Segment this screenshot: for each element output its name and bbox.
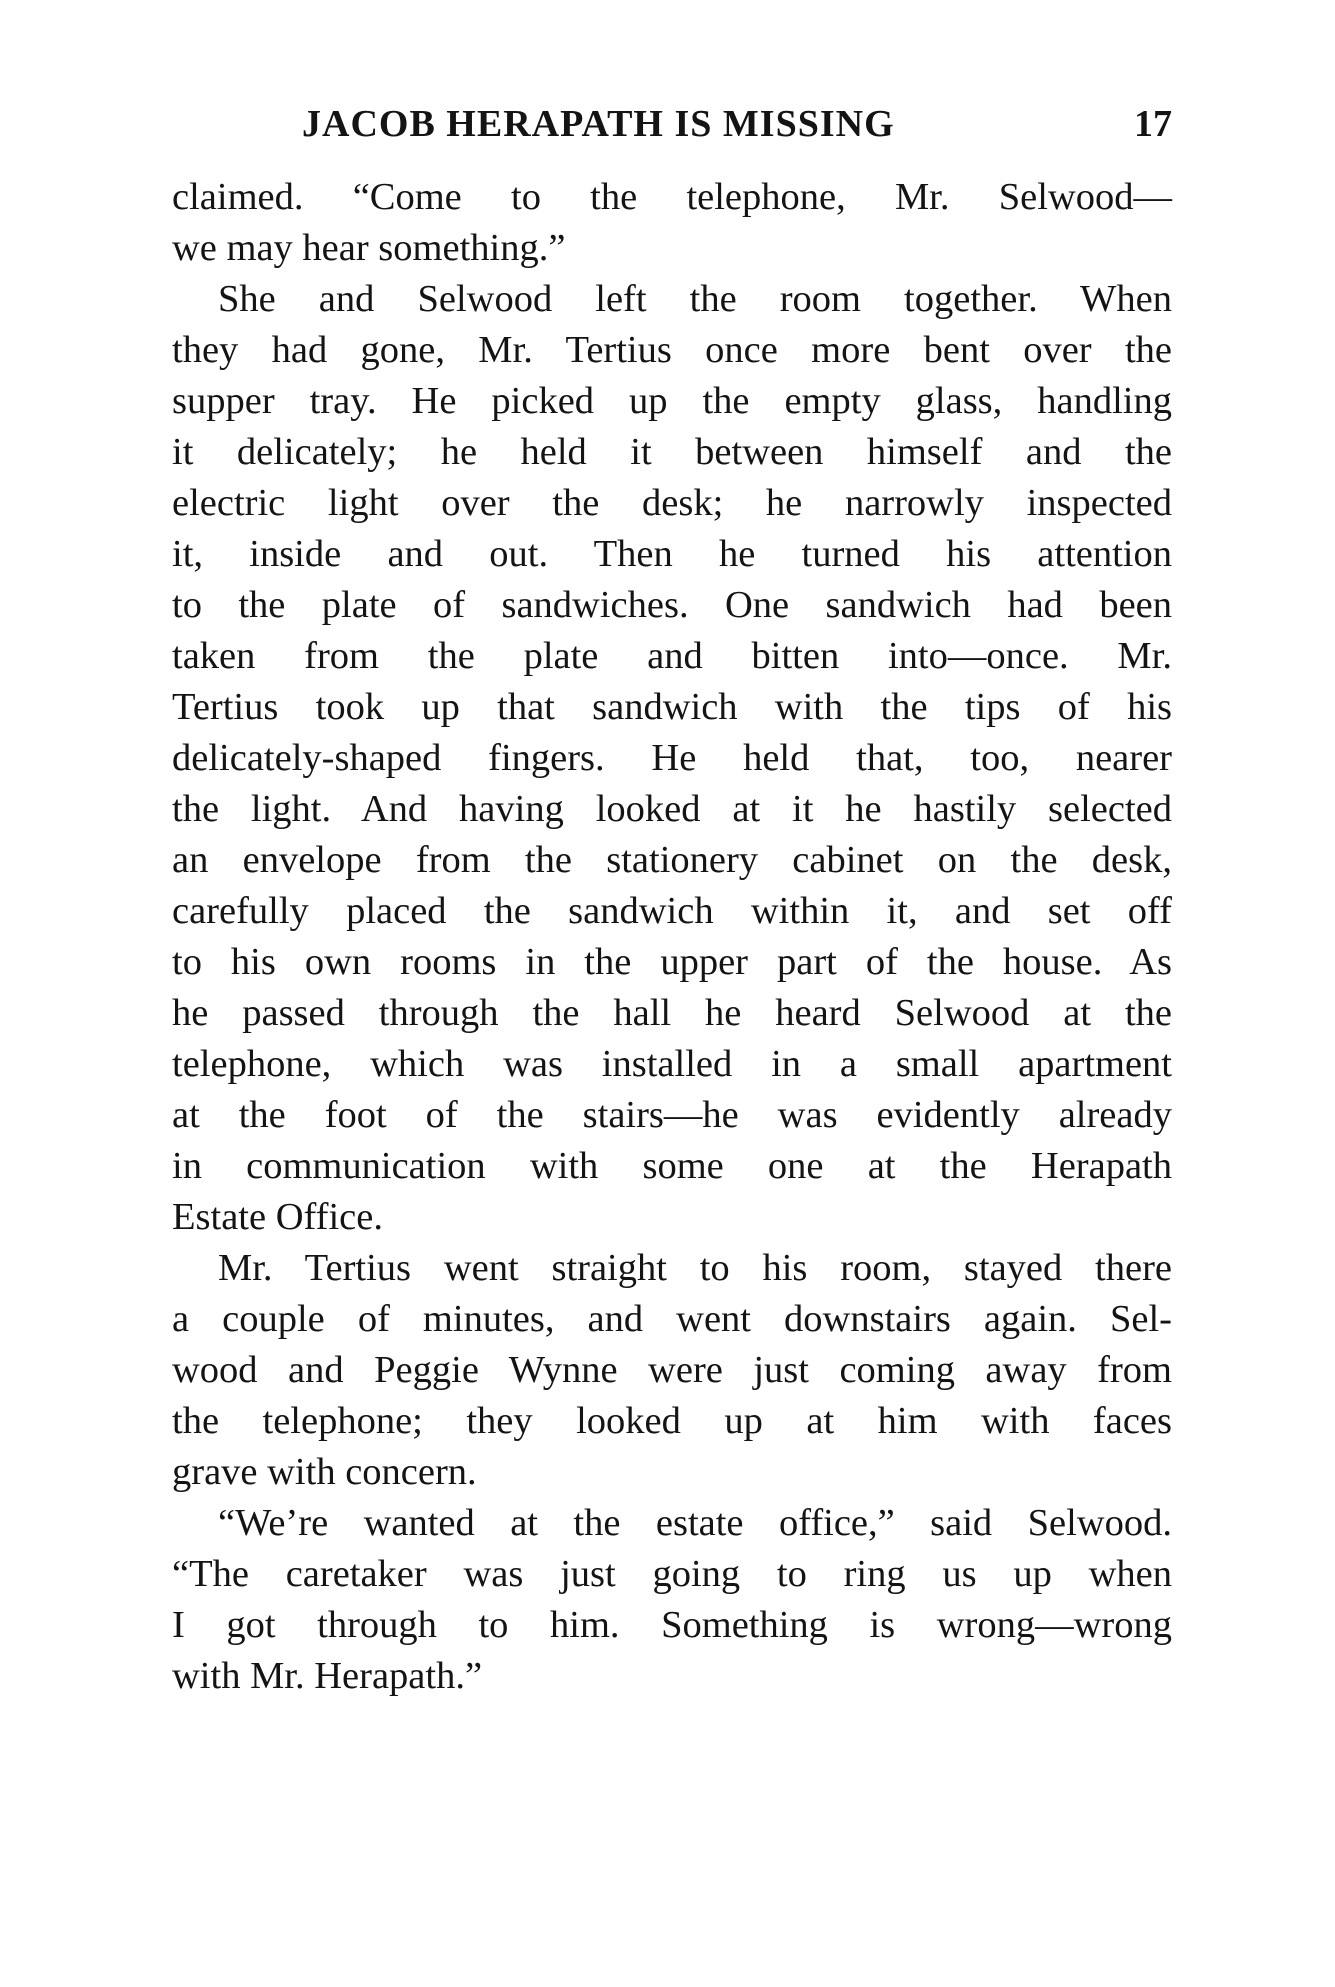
text-line: “The caretaker was just going to ring us up when [172,1553,1172,1595]
text-line: a couple of minutes, and went downstairs again. Sel- [172,1298,1172,1340]
text-line: claimed. “Come to the telephone, Mr. Selwood— [172,176,1172,218]
text-line: telephone, which was installed in a small apartment [172,1043,1172,1085]
page-header [172,102,1172,162]
text-line: to the plate of sandwiches. One sandwich had been [172,584,1172,626]
text-line: at the foot of the stairs—he was evidently already [172,1094,1172,1136]
text-line: “We’re wanted at the estate office,” said Selwood. [218,1502,1172,1544]
text-line: electric light over the desk; he narrowly inspected [172,482,1172,524]
text-line: wood and Peggie Wynne were just coming away from [172,1349,1172,1391]
text-line: we may hear something.” [172,227,566,269]
text-line: I got through to him. Something is wrong—wrong [172,1604,1172,1646]
text-line: an envelope from the stationery cabinet on the desk, [172,839,1172,881]
text-line: carefully placed the sandwich within it, and set off [172,890,1172,932]
text-line: with Mr. Herapath.” [172,1655,483,1697]
running-head: JACOB HERAPATH IS MISSING [302,103,895,145]
body-text [172,172,1172,1702]
text-line: Mr. Tertius went straight to his room, stayed there [218,1247,1172,1289]
text-line: taken from the plate and bitten into—once. Mr. [172,635,1172,677]
text-line: it delicately; he held it between himself and the [172,431,1172,473]
text-line: they had gone, Mr. Tertius once more bent over the [172,329,1172,371]
text-line: he passed through the hall he heard Selwood at the [172,992,1172,1034]
text-line: Tertius took up that sandwich with the tips of his [172,686,1172,728]
text-line: grave with concern. [172,1451,477,1493]
text-line: the telephone; they looked up at him with faces [172,1400,1172,1442]
text-line: delicately-shaped fingers. He held that, too, nearer [172,737,1172,779]
text-line: Estate Office. [172,1196,383,1238]
page-number: 17 [1134,103,1172,145]
text-line: the light. And having looked at it he hastily selected [172,788,1172,830]
text-line: it, inside and out. Then he turned his attention [172,533,1172,575]
text-line: to his own rooms in the upper part of the house. As [172,941,1172,983]
text-line: in communication with some one at the Herapath [172,1145,1172,1187]
text-line: She and Selwood left the room together. When [218,278,1172,320]
text-line: supper tray. He picked up the empty glass, handling [172,380,1172,422]
